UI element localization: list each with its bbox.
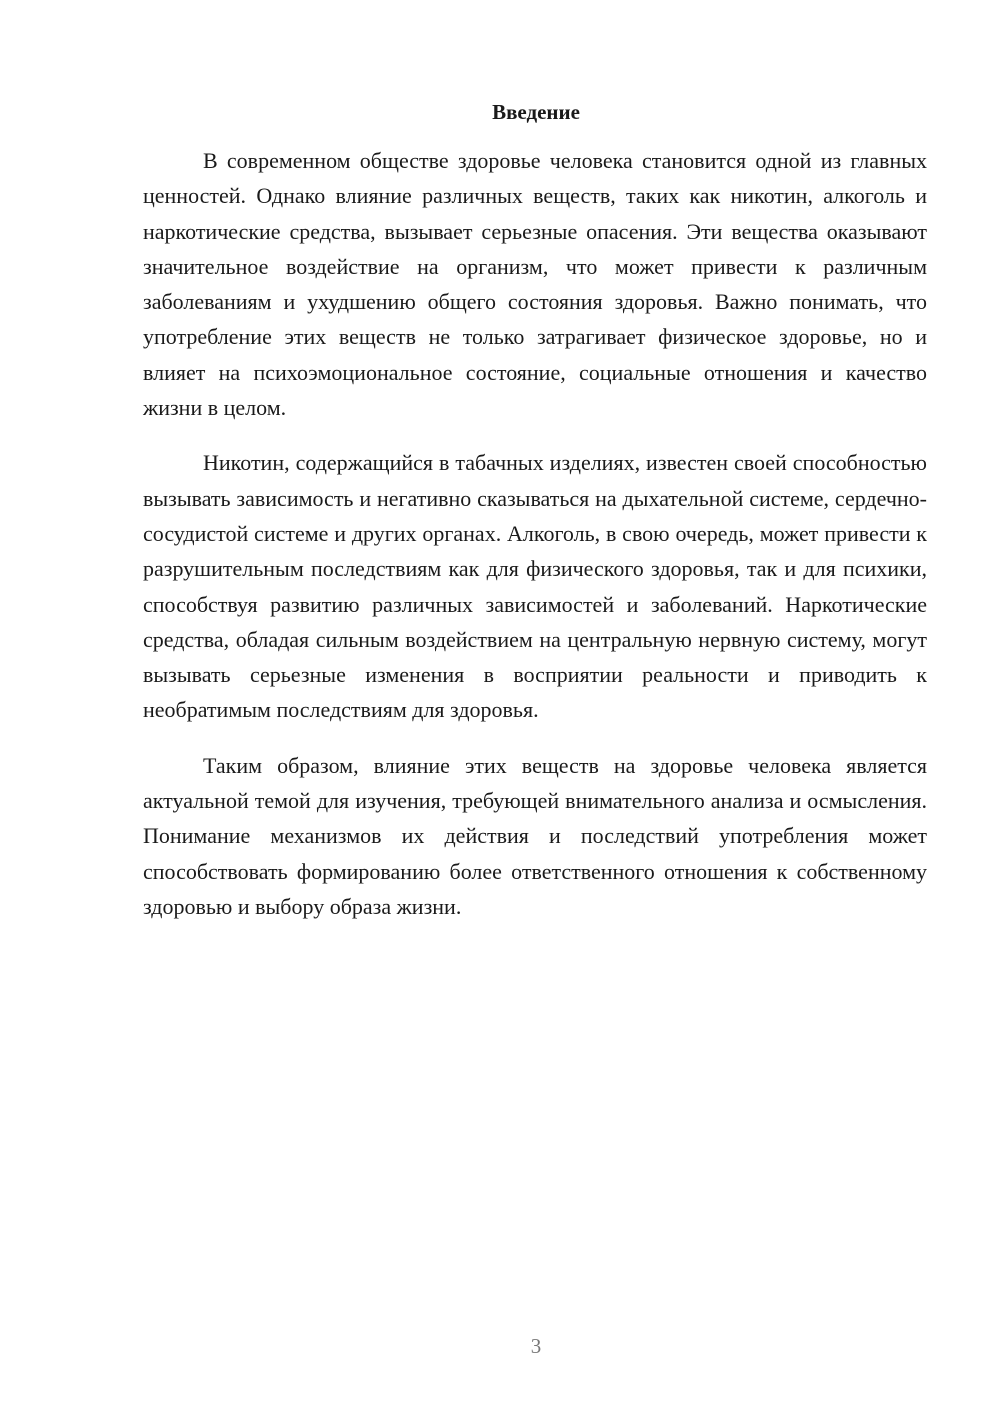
paragraph-substances: Никотин, содержащийся в табачных изделиях, известен своей способностью вызывать зависимость и негативно сказываться на дыхательной системе, сердечно-сосудистой системе и других органах. Алкоголь, в свою очередь, может привести к разрушительным последствиям как для физического здоровья, так и для психики, способствуя развитию различных зависимостей и заболеваний. Наркотические средства, обладая сильным воздействием на центральную нервную систему, могут вызывать серьезные изменения в восприятии реальности и приводить к необратимым последствиям для здоровья.: [143, 450, 927, 723]
page-number: 3: [530, 1334, 542, 1358]
paragraph-intro: В современном обществе здоровье человека становится одной из главных ценностей. Однако влияние различных веществ, таких как никотин, алкоголь и наркотические средства, вызывает серьезные опасения. Эти вещества оказывают значительное воздействие на организм, что может привести к различным заболеваниям и ухудшению общего состояния здоровья. Важно понимать, что употребление этих веществ не только затрагивает физическое здоровье, но и влияет на психоэмоциональное состояние, социальные отношения и качество жизни в целом.: [143, 148, 927, 421]
section-title: Введение: [492, 100, 580, 124]
body-text: [143, 143, 927, 944]
paragraph-conclusion: Таким образом, влияние этих веществ на здоровье человека является актуальной темой для изучения, требующей внимательного анализа и осмысления. Понимание механизмов их действия и последствий употребления может способствовать формированию более ответственного отношения к собственному здоровью и выбору образа жизни.: [143, 752, 927, 919]
